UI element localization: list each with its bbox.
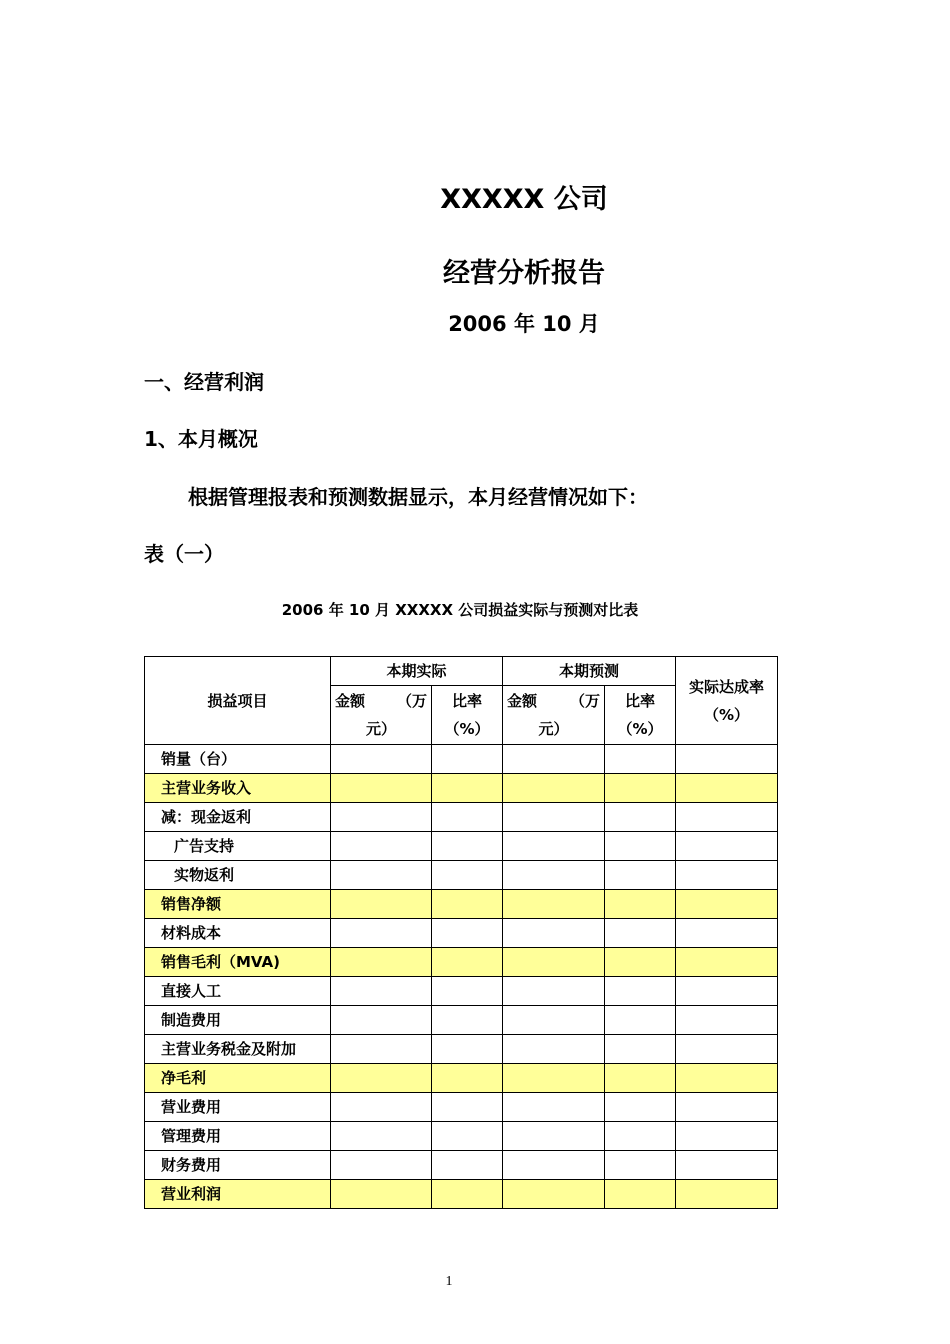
actual-ratio-cell (432, 774, 503, 803)
table-row (145, 745, 778, 774)
forecast-ratio-cell (605, 948, 676, 977)
actual-amount-cell (331, 861, 432, 890)
actual-amount-cell (331, 919, 432, 948)
table-row (145, 803, 778, 832)
achievement-rate-cell (676, 1064, 778, 1093)
achievement-rate-cell (676, 948, 778, 977)
forecast-ratio-cell (605, 1093, 676, 1122)
row-label: 净毛利 (145, 1064, 331, 1093)
actual-amount-cell (331, 1006, 432, 1035)
row-label: 减：现金返利 (145, 803, 331, 832)
actual-ratio-cell (432, 745, 503, 774)
page-number: 1 (445, 1274, 453, 1289)
actual-ratio-cell (432, 1006, 503, 1035)
header-actual-ratio: 比率 （%） (432, 686, 503, 745)
header-achievement-rate: 实际达成率 （%） (676, 657, 778, 745)
forecast-ratio-cell (605, 745, 676, 774)
forecast-amount-cell (503, 948, 605, 977)
row-label: 营业利润 (145, 1180, 331, 1209)
forecast-amount-cell (503, 1035, 605, 1064)
table-row (145, 1006, 778, 1035)
company-title: XXXXX 公司 (440, 184, 608, 215)
achievement-rate-cell (676, 890, 778, 919)
header-forecast-ratio: 比率 （%） (605, 686, 676, 745)
forecast-amount-cell (503, 832, 605, 861)
table-row (145, 890, 778, 919)
forecast-amount-cell (503, 861, 605, 890)
forecast-amount-cell (503, 803, 605, 832)
forecast-amount-cell (503, 745, 605, 774)
forecast-ratio-cell (605, 1151, 676, 1180)
achievement-rate-cell (676, 919, 778, 948)
table-row (145, 948, 778, 977)
forecast-ratio-cell (605, 977, 676, 1006)
achievement-rate-cell (676, 1035, 778, 1064)
table-row (145, 774, 778, 803)
forecast-ratio-cell (605, 832, 676, 861)
actual-ratio-cell (432, 1151, 503, 1180)
forecast-amount-cell (503, 1093, 605, 1122)
table-row (145, 1180, 778, 1209)
forecast-amount-cell (503, 1180, 605, 1209)
row-label: 材料成本 (145, 919, 331, 948)
forecast-ratio-cell (605, 1035, 676, 1064)
achievement-rate-cell (676, 803, 778, 832)
header-actual-group: 本期实际 (331, 657, 503, 686)
actual-ratio-cell (432, 861, 503, 890)
forecast-ratio-cell (605, 1122, 676, 1151)
table-row (145, 919, 778, 948)
row-label: 销量（台） (145, 745, 331, 774)
achievement-rate-cell (676, 1006, 778, 1035)
header-forecast-group: 本期预测 (503, 657, 676, 686)
actual-amount-cell (331, 1180, 432, 1209)
table-title: 2006 年 10 月 XXXXX 公司损益实际与预测对比表 (281, 601, 639, 619)
actual-ratio-cell (432, 890, 503, 919)
achievement-rate-cell (676, 861, 778, 890)
actual-amount-cell (331, 1064, 432, 1093)
actual-ratio-cell (432, 919, 503, 948)
forecast-amount-cell (503, 1122, 605, 1151)
forecast-amount-cell (503, 977, 605, 1006)
row-label: 制造费用 (145, 1006, 331, 1035)
row-label: 财务费用 (145, 1151, 331, 1180)
actual-amount-cell (331, 774, 432, 803)
forecast-amount-cell (503, 890, 605, 919)
actual-ratio-cell (432, 977, 503, 1006)
table-row (145, 1064, 778, 1093)
actual-amount-cell (331, 1151, 432, 1180)
actual-amount-cell (331, 977, 432, 1006)
row-label: 销售毛利（MVA) (145, 948, 331, 977)
table-label: 表（一） (144, 542, 224, 566)
actual-amount-cell (331, 890, 432, 919)
forecast-amount-cell (503, 774, 605, 803)
row-label: 管理费用 (145, 1122, 331, 1151)
header-actual-amount: 金额 （万 元） (331, 686, 432, 745)
achievement-rate-cell (676, 977, 778, 1006)
achievement-rate-cell (676, 832, 778, 861)
actual-amount-cell (331, 832, 432, 861)
forecast-ratio-cell (605, 890, 676, 919)
forecast-ratio-cell (605, 803, 676, 832)
actual-amount-cell (331, 1122, 432, 1151)
actual-ratio-cell (432, 832, 503, 861)
actual-amount-cell (331, 745, 432, 774)
forecast-amount-cell (503, 1151, 605, 1180)
achievement-rate-cell (676, 1122, 778, 1151)
row-label: 直接人工 (145, 977, 331, 1006)
forecast-ratio-cell (605, 919, 676, 948)
achievement-rate-cell (676, 774, 778, 803)
actual-ratio-cell (432, 1180, 503, 1209)
table-row (145, 832, 778, 861)
row-label: 主营业务税金及附加 (145, 1035, 331, 1064)
achievement-rate-cell (676, 1093, 778, 1122)
forecast-ratio-cell (605, 1064, 676, 1093)
table-row (145, 1122, 778, 1151)
table-row (145, 1093, 778, 1122)
actual-ratio-cell (432, 1035, 503, 1064)
table-row (145, 977, 778, 1006)
report-period: 2006 年 10 月 (448, 312, 600, 336)
forecast-ratio-cell (605, 861, 676, 890)
actual-ratio-cell (432, 948, 503, 977)
achievement-rate-cell (676, 745, 778, 774)
section-heading-operating-profit: 一、经营利润 (144, 370, 264, 394)
forecast-amount-cell (503, 1064, 605, 1093)
forecast-ratio-cell (605, 774, 676, 803)
intro-paragraph: 根据管理报表和预测数据显示，本月经营情况如下： (188, 485, 648, 509)
actual-ratio-cell (432, 803, 503, 832)
table-row (145, 1035, 778, 1064)
row-label: 营业费用 (145, 1093, 331, 1122)
actual-amount-cell (331, 1035, 432, 1064)
profit-loss-comparison-table (144, 656, 778, 1209)
actual-amount-cell (331, 803, 432, 832)
row-label: 实物返利 (145, 861, 331, 890)
row-label: 销售净额 (145, 890, 331, 919)
actual-ratio-cell (432, 1122, 503, 1151)
achievement-rate-cell (676, 1151, 778, 1180)
header-forecast-amount: 金额 （万 元） (503, 686, 605, 745)
forecast-ratio-cell (605, 1180, 676, 1209)
forecast-amount-cell (503, 1006, 605, 1035)
row-label: 主营业务收入 (145, 774, 331, 803)
actual-ratio-cell (432, 1064, 503, 1093)
header-item: 损益项目 (145, 657, 331, 745)
forecast-amount-cell (503, 919, 605, 948)
actual-ratio-cell (432, 1093, 503, 1122)
actual-amount-cell (331, 948, 432, 977)
actual-amount-cell (331, 1093, 432, 1122)
forecast-ratio-cell (605, 1006, 676, 1035)
table-row (145, 861, 778, 890)
table-row (145, 1151, 778, 1180)
achievement-rate-cell (676, 1180, 778, 1209)
row-label: 广告支持 (145, 832, 331, 861)
subsection-heading-monthly-overview: 1、本月概况 (144, 427, 258, 451)
report-title: 经营分析报告 (443, 258, 605, 289)
